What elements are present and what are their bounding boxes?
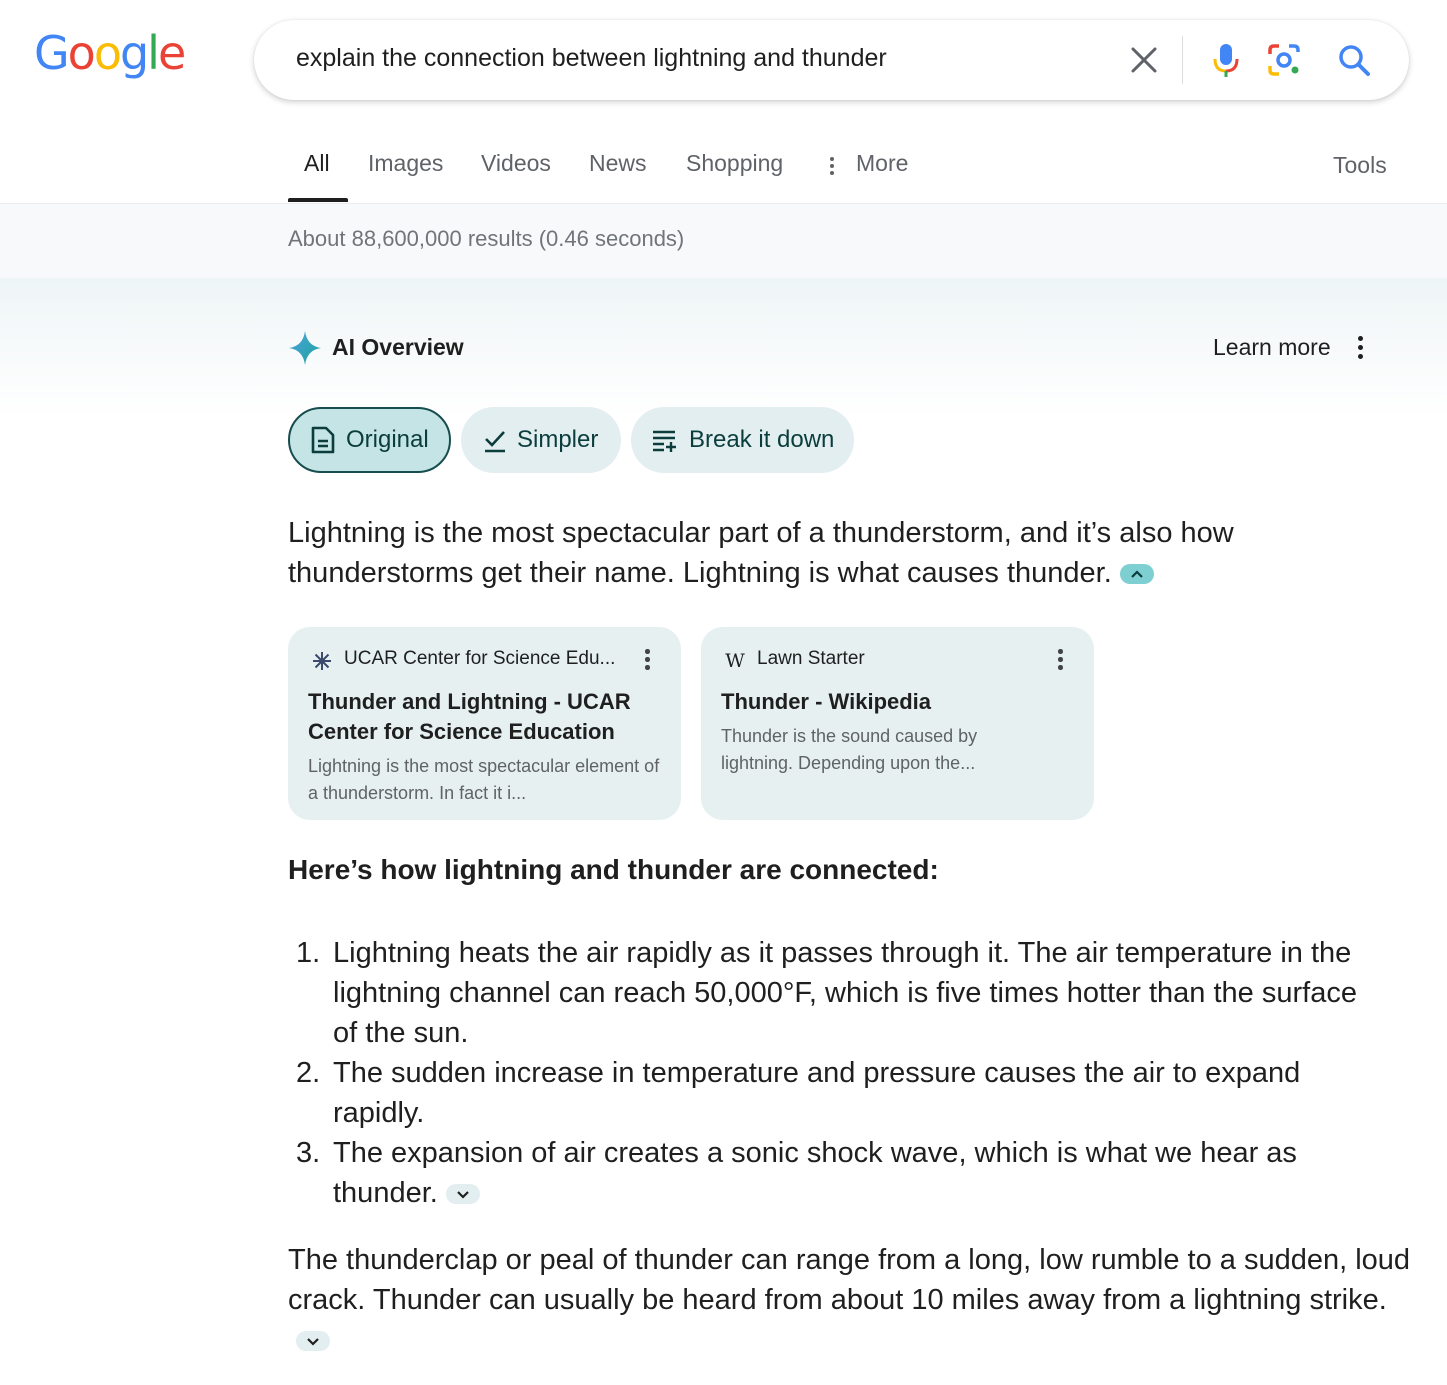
google-lens-icon[interactable] xyxy=(1264,40,1304,80)
ai-closing-paragraph xyxy=(288,1240,1418,1360)
ai-intro-paragraph xyxy=(288,513,1338,593)
chevron-down-icon xyxy=(455,1186,471,1202)
list-number: 2. xyxy=(296,1057,321,1089)
tools-button[interactable]: Tools xyxy=(1333,152,1387,178)
expand-sources-toggle[interactable] xyxy=(296,1331,330,1351)
list-item xyxy=(288,1133,1388,1213)
search-divider xyxy=(1182,36,1183,84)
source-card[interactable] xyxy=(701,627,1094,820)
tab-more-label: More xyxy=(856,150,909,176)
search-tabs xyxy=(288,138,1408,202)
step-text: Lightning heats the air rapidly as it passes through it. The air temperature in the lightning channel can reach 50,000°F, which is five times hotter than the surface of the sun. xyxy=(333,937,1357,1049)
ai-overview-menu-icon[interactable] xyxy=(1348,332,1372,364)
search-input[interactable]: explain the connection between lightning and thunder xyxy=(296,44,887,72)
tab-all[interactable]: All xyxy=(304,150,330,176)
tab-more[interactable] xyxy=(828,150,918,190)
source-title: Thunder - Wikipedia xyxy=(721,689,932,714)
chip-simpler[interactable] xyxy=(461,407,621,473)
clear-search-icon[interactable] xyxy=(1124,40,1164,80)
ai-sparkle-icon xyxy=(288,330,322,371)
step-text: The sudden increase in temperature and pressure causes the air to expand rapidly. xyxy=(333,1057,1301,1129)
steps-list xyxy=(288,933,1388,1213)
list-item xyxy=(288,1053,1388,1133)
wikipedia-favicon-icon: W xyxy=(725,650,745,672)
expand-sources-toggle[interactable] xyxy=(446,1184,480,1204)
step-text: The expansion of air creates a sonic shock wave, which is what we hear as thunder. xyxy=(333,1137,1297,1209)
chevron-up-icon xyxy=(1129,566,1145,582)
result-stats: About 88,600,000 results (0.46 seconds) xyxy=(288,226,685,251)
logo-letter: e xyxy=(157,26,185,80)
tab-shopping[interactable]: Shopping xyxy=(686,150,784,176)
search-box[interactable] xyxy=(254,20,1409,100)
closing-text: The thunderclap or peal of thunder can range from a long, low rumble to a sudden, loud crack. Thunder can usually be heard from about 10 miles away from a lightning strike. xyxy=(288,1244,1411,1316)
logo-letter: G xyxy=(34,26,68,80)
source-snippet: Lightning is the most spectacular element of a thunderstorm. In fact it i... xyxy=(308,756,660,803)
active-tab-indicator xyxy=(288,198,348,202)
source-title: Thunder and Lightning - UCAR Center for Science Education xyxy=(308,689,631,744)
logo-letter: o xyxy=(67,26,94,80)
logo-letter: g xyxy=(119,26,148,80)
tab-images[interactable]: Images xyxy=(368,150,444,176)
intro-text: Lightning is the most spectacular part of a thunderstorm, and it’s also how thunderstorms get their name. Lightning is what causes thunder. xyxy=(288,517,1234,589)
source-card[interactable] xyxy=(288,627,681,820)
more-vert-icon xyxy=(824,154,848,178)
source-menu-icon[interactable] xyxy=(636,645,660,677)
list-number: 1. xyxy=(296,937,321,969)
chevron-down-icon xyxy=(305,1333,321,1349)
list-number: 3. xyxy=(296,1137,321,1169)
collapse-sources-toggle[interactable] xyxy=(1120,564,1154,584)
ucar-favicon-icon xyxy=(310,649,334,673)
tab-news[interactable]: News xyxy=(589,150,647,176)
list-item xyxy=(288,933,1388,1053)
source-snippet: Thunder is the sound caused by lightning. Depending upon the... xyxy=(721,726,978,773)
result-stats-bar xyxy=(0,204,1447,278)
logo-letter: o xyxy=(93,26,120,80)
chip-break-it-down[interactable] xyxy=(631,407,854,473)
source-menu-icon[interactable] xyxy=(1049,645,1073,677)
ai-overview-title: AI Overview xyxy=(332,334,464,360)
source-name: Lawn Starter xyxy=(757,648,865,669)
logo-letter: l xyxy=(147,26,158,80)
list-add-icon xyxy=(651,427,679,453)
chip-label: Original xyxy=(346,426,429,453)
learn-more-link[interactable]: Learn more xyxy=(1213,334,1331,360)
tab-videos[interactable]: Videos xyxy=(481,150,551,176)
search-icon[interactable] xyxy=(1334,40,1374,80)
chip-label: Simpler xyxy=(517,426,599,453)
chip-label: Break it down xyxy=(689,426,835,453)
check-icon xyxy=(483,427,507,453)
microphone-icon[interactable] xyxy=(1206,40,1246,80)
google-logo[interactable] xyxy=(34,26,185,80)
chip-original[interactable] xyxy=(288,407,451,473)
source-name: UCAR Center for Science Edu... xyxy=(344,648,616,669)
document-icon xyxy=(310,425,336,455)
steps-heading: Here’s how lightning and thunder are connected: xyxy=(288,854,939,885)
